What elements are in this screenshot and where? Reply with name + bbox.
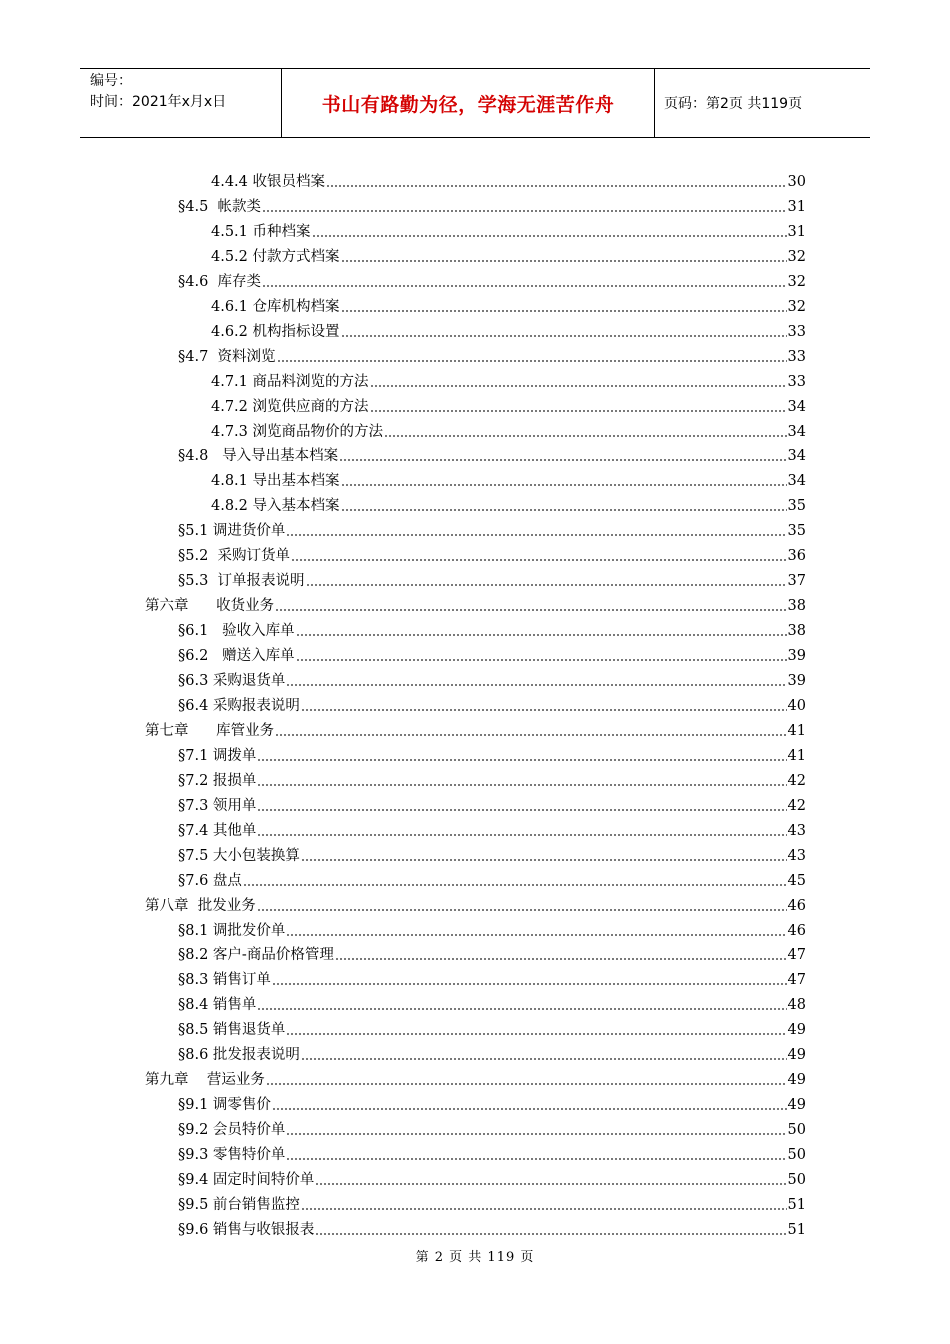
toc-entry[interactable] bbox=[211, 217, 806, 242]
toc-entry-title: §7.4 其他单 bbox=[178, 822, 257, 839]
toc-entry[interactable] bbox=[178, 192, 806, 217]
toc-entry-page: 34 bbox=[787, 473, 806, 490]
toc-entry-page: 32 bbox=[787, 298, 806, 315]
toc-entry-page: 48 bbox=[787, 997, 806, 1014]
toc-entry[interactable] bbox=[178, 441, 806, 466]
toc-dot-leader bbox=[275, 608, 786, 612]
toc-entry[interactable] bbox=[178, 766, 806, 791]
toc-entry-title: 第九章 营运业务 bbox=[145, 1072, 265, 1089]
toc-entry-title: 4.5.1 币种档案 bbox=[211, 223, 311, 240]
toc-entry-page: 46 bbox=[787, 922, 806, 939]
toc-entry-title: 第八章 批发业务 bbox=[145, 897, 256, 914]
toc-dot-leader bbox=[312, 234, 787, 238]
toc-entry-title: 4.6.2 机构指标设置 bbox=[211, 323, 340, 340]
toc-dot-leader bbox=[296, 658, 787, 662]
toc-entry-title: §6.3 采购退货单 bbox=[178, 673, 286, 689]
toc-entry[interactable] bbox=[145, 891, 806, 916]
toc-entry-title: §9.2 会员特价单 bbox=[178, 1122, 286, 1139]
toc-entry[interactable] bbox=[145, 1065, 806, 1090]
toc-dot-leader bbox=[291, 558, 787, 562]
toc-dot-leader bbox=[286, 533, 786, 537]
toc-dot-leader bbox=[370, 409, 787, 413]
toc-entry-page: 33 bbox=[787, 373, 806, 390]
toc-entry-title: §8.5 销售退货单 bbox=[178, 1022, 286, 1039]
toc-entry-page: 49 bbox=[787, 1072, 806, 1089]
toc-entry[interactable] bbox=[178, 267, 806, 292]
toc-entry-title: 4.8.2 导入基本档案 bbox=[211, 498, 340, 515]
toc-entry-title: 4.7.3 浏览商品物价的方法 bbox=[211, 423, 384, 440]
toc-dot-leader bbox=[277, 359, 787, 363]
toc-dot-leader bbox=[301, 1057, 787, 1061]
toc-entry-page: 45 bbox=[787, 872, 806, 889]
page-footer: 第 2 页 共 119 页 bbox=[415, 1250, 535, 1265]
toc-entry-title: 4.6.1 仓库机构档案 bbox=[211, 298, 340, 315]
toc-entry-page: 34 bbox=[787, 448, 806, 465]
toc-entry-title: 第六章 收货业务 bbox=[145, 598, 275, 615]
toc-dot-leader bbox=[272, 982, 787, 986]
toc-entry[interactable] bbox=[178, 1090, 806, 1115]
header-motto: 书山有路勤为径，学海无涯苦作舟 bbox=[282, 69, 655, 137]
toc-entry-page: 46 bbox=[787, 897, 806, 914]
toc-entry-title: 4.7.1 商品料浏览的方法 bbox=[211, 373, 369, 390]
toc-entry[interactable] bbox=[178, 342, 806, 367]
toc-entry[interactable] bbox=[178, 566, 806, 591]
toc-entry[interactable] bbox=[211, 167, 806, 192]
toc-entry-page: 51 bbox=[787, 1196, 806, 1213]
toc-dot-leader bbox=[272, 1107, 787, 1111]
toc-dot-leader bbox=[266, 1082, 787, 1086]
toc-dot-leader bbox=[315, 1182, 786, 1186]
toc-entry-page: 47 bbox=[787, 947, 806, 964]
toc-entry-title: §6.4 采购报表说明 bbox=[178, 697, 300, 714]
toc-entry[interactable] bbox=[178, 1190, 806, 1215]
toc-entry-page: 34 bbox=[787, 423, 806, 440]
toc-entry[interactable] bbox=[211, 466, 806, 491]
toc-entry[interactable] bbox=[178, 641, 806, 666]
toc-dot-leader bbox=[286, 933, 786, 937]
toc-dot-leader bbox=[384, 434, 787, 438]
toc-entry[interactable] bbox=[178, 1165, 806, 1190]
toc-entry-title: 4.7.2 浏览供应商的方法 bbox=[211, 398, 369, 415]
toc-dot-leader bbox=[257, 833, 786, 837]
toc-entry-page: 43 bbox=[787, 822, 806, 839]
toc-entry-title: §8.4 销售单 bbox=[178, 997, 257, 1014]
toc-entry[interactable] bbox=[211, 392, 806, 417]
toc-dot-leader bbox=[257, 1007, 786, 1011]
toc-entry[interactable] bbox=[178, 516, 806, 541]
toc-entry[interactable] bbox=[178, 666, 806, 691]
toc-entry-page: 31 bbox=[787, 223, 806, 240]
toc-entry-title: §4.5 帐款类 bbox=[178, 198, 262, 215]
toc-entry[interactable] bbox=[178, 691, 806, 716]
toc-entry-page: 35 bbox=[787, 523, 806, 540]
toc-entry-page: 35 bbox=[787, 498, 806, 515]
toc-entry-page: 50 bbox=[787, 1122, 806, 1139]
toc-entry[interactable] bbox=[178, 1140, 806, 1165]
toc-dot-leader bbox=[341, 508, 787, 512]
toc-dot-leader bbox=[301, 858, 787, 862]
toc-entry-title: §4.6 库存类 bbox=[178, 273, 262, 290]
toc-entry[interactable] bbox=[211, 242, 806, 267]
toc-entry[interactable] bbox=[211, 292, 806, 317]
toc-entry[interactable] bbox=[178, 866, 806, 891]
toc-entry-page: 50 bbox=[787, 1147, 806, 1164]
toc-dot-leader bbox=[257, 783, 786, 787]
toc-dot-leader bbox=[301, 708, 787, 712]
toc-entry-title: §9.1 调零售价 bbox=[178, 1097, 271, 1114]
toc-entry-page: 41 bbox=[787, 747, 806, 764]
toc-dot-leader bbox=[286, 1132, 786, 1136]
header-meta bbox=[80, 69, 282, 137]
toc-entry[interactable] bbox=[178, 541, 806, 566]
toc-entry-title: §7.5 大小包装换算 bbox=[178, 847, 300, 864]
toc-entry-title: §8.6 批发报表说明 bbox=[178, 1047, 300, 1064]
toc-entry-title: §4.7 资料浏览 bbox=[178, 348, 276, 365]
toc-dot-leader bbox=[262, 209, 787, 213]
toc-entry-title: §8.3 销售订单 bbox=[178, 972, 271, 989]
toc-entry[interactable] bbox=[178, 990, 806, 1015]
toc-dot-leader bbox=[243, 883, 787, 887]
toc-dot-leader bbox=[257, 758, 786, 762]
toc-entry-page: 33 bbox=[787, 348, 806, 365]
toc-entry-page: 49 bbox=[787, 1022, 806, 1039]
toc-entry[interactable] bbox=[211, 317, 806, 342]
toc-entry[interactable] bbox=[178, 741, 806, 766]
toc-entry-title: §8.2 客户-商品价格管理 bbox=[178, 947, 334, 964]
toc-entry-page: 34 bbox=[787, 398, 806, 415]
toc-entry-title: §5.3 订单报表说明 bbox=[178, 573, 305, 590]
toc-dot-leader bbox=[341, 259, 787, 263]
toc-entry-page: 30 bbox=[787, 174, 806, 190]
toc-entry-title: §7.3 领用单 bbox=[178, 797, 257, 814]
toc-entry-page: 43 bbox=[787, 847, 806, 864]
toc-entry[interactable] bbox=[178, 616, 806, 641]
toc-dot-leader bbox=[296, 633, 787, 637]
toc-entry[interactable] bbox=[178, 940, 806, 965]
toc-entry-page: 32 bbox=[787, 273, 806, 290]
toc-entry[interactable] bbox=[178, 816, 806, 841]
toc-dot-leader bbox=[301, 1207, 787, 1211]
toc-dot-leader bbox=[257, 808, 786, 812]
toc-entry-page: 50 bbox=[787, 1172, 806, 1188]
toc-entry-title: 4.5.2 付款方式档案 bbox=[211, 248, 340, 265]
toc-entry-title: §7.6 盘点 bbox=[178, 872, 242, 889]
toc-entry-page: 42 bbox=[787, 797, 806, 814]
toc-entry-page: 40 bbox=[787, 697, 806, 714]
toc-entry-title: §9.6 销售与收银报表 bbox=[178, 1221, 315, 1238]
toc-entry-title: §9.4 固定时间特价单 bbox=[178, 1172, 315, 1188]
toc-entry-page: 41 bbox=[787, 722, 806, 739]
toc-entry[interactable] bbox=[145, 716, 806, 741]
toc-entry-page: 39 bbox=[787, 673, 806, 689]
toc-dot-leader bbox=[326, 184, 787, 188]
toc-entry-page: 42 bbox=[787, 772, 806, 789]
toc-entry[interactable] bbox=[178, 791, 806, 816]
toc-entry-page: 38 bbox=[787, 598, 806, 615]
toc-entry-title: §8.1 调批发价单 bbox=[178, 922, 286, 939]
toc-entry-title: 4.8.1 导出基本档案 bbox=[211, 473, 340, 490]
toc-entry-page: 49 bbox=[787, 1097, 806, 1114]
toc-dot-leader bbox=[341, 483, 787, 487]
toc-entry-title: §6.1 验收入库单 bbox=[178, 623, 295, 640]
toc-dot-leader bbox=[306, 583, 787, 587]
toc-dot-leader bbox=[339, 458, 786, 462]
toc-entry-title: §4.8 导入导出基本档案 bbox=[178, 448, 339, 465]
toc-entry-title: 4.4.4 收银员档案 bbox=[211, 174, 326, 190]
toc-entry-title: §9.3 零售特价单 bbox=[178, 1147, 286, 1164]
toc-entry[interactable] bbox=[178, 841, 806, 866]
toc-entry[interactable] bbox=[178, 965, 806, 990]
toc-dot-leader bbox=[341, 334, 787, 338]
toc-dot-leader bbox=[335, 957, 787, 961]
toc-entry-page: 33 bbox=[787, 323, 806, 340]
toc-dot-leader bbox=[315, 1232, 786, 1236]
toc-dot-leader bbox=[257, 908, 787, 912]
toc-entry[interactable] bbox=[178, 1040, 806, 1065]
toc-entry-title: §7.2 报损单 bbox=[178, 772, 257, 789]
toc-entry-page: 51 bbox=[787, 1221, 806, 1238]
toc-entry[interactable] bbox=[178, 1015, 806, 1040]
toc-entry-page: 32 bbox=[787, 248, 806, 265]
toc-entry[interactable] bbox=[211, 367, 806, 392]
toc-entry[interactable] bbox=[211, 417, 806, 442]
toc-entry-page: 31 bbox=[787, 198, 806, 215]
toc-entry[interactable] bbox=[211, 491, 806, 516]
toc-entry[interactable] bbox=[178, 1215, 806, 1240]
header-number-label: 编号： bbox=[90, 73, 132, 89]
toc-entry-page: 49 bbox=[787, 1047, 806, 1064]
toc-entry[interactable] bbox=[178, 916, 806, 941]
toc-entry-title: §7.1 调拨单 bbox=[178, 747, 257, 764]
header-time-label: 时间：2021年x月x日 bbox=[90, 94, 227, 110]
toc-entry-page: 47 bbox=[787, 972, 806, 989]
toc-entry-title: 第七章 库管业务 bbox=[145, 722, 275, 739]
toc-dot-leader bbox=[341, 309, 787, 313]
toc-entry[interactable] bbox=[145, 591, 806, 616]
toc-entry-title: §5.2 采购订货单 bbox=[178, 548, 291, 565]
toc-dot-leader bbox=[286, 683, 786, 687]
toc-dot-leader bbox=[370, 384, 787, 388]
toc-entry-title: §5.1 调进货价单 bbox=[178, 523, 286, 540]
toc-entry-page: 38 bbox=[787, 623, 806, 640]
toc-dot-leader bbox=[286, 1157, 786, 1161]
toc-entry-page: 36 bbox=[787, 548, 806, 565]
toc-entry-title: §9.5 前台销售监控 bbox=[178, 1196, 300, 1213]
page-header bbox=[80, 68, 870, 138]
toc-entry-title: §6.2 赠送入库单 bbox=[178, 648, 295, 665]
header-page-info: 页码：第2页 共119页 bbox=[664, 96, 803, 112]
toc-entry-page: 39 bbox=[787, 648, 806, 665]
toc-dot-leader bbox=[275, 733, 786, 737]
toc-entry[interactable] bbox=[178, 1115, 806, 1140]
toc-entry-page: 37 bbox=[787, 573, 806, 590]
toc-dot-leader bbox=[286, 1032, 786, 1036]
toc-dot-leader bbox=[262, 284, 787, 288]
